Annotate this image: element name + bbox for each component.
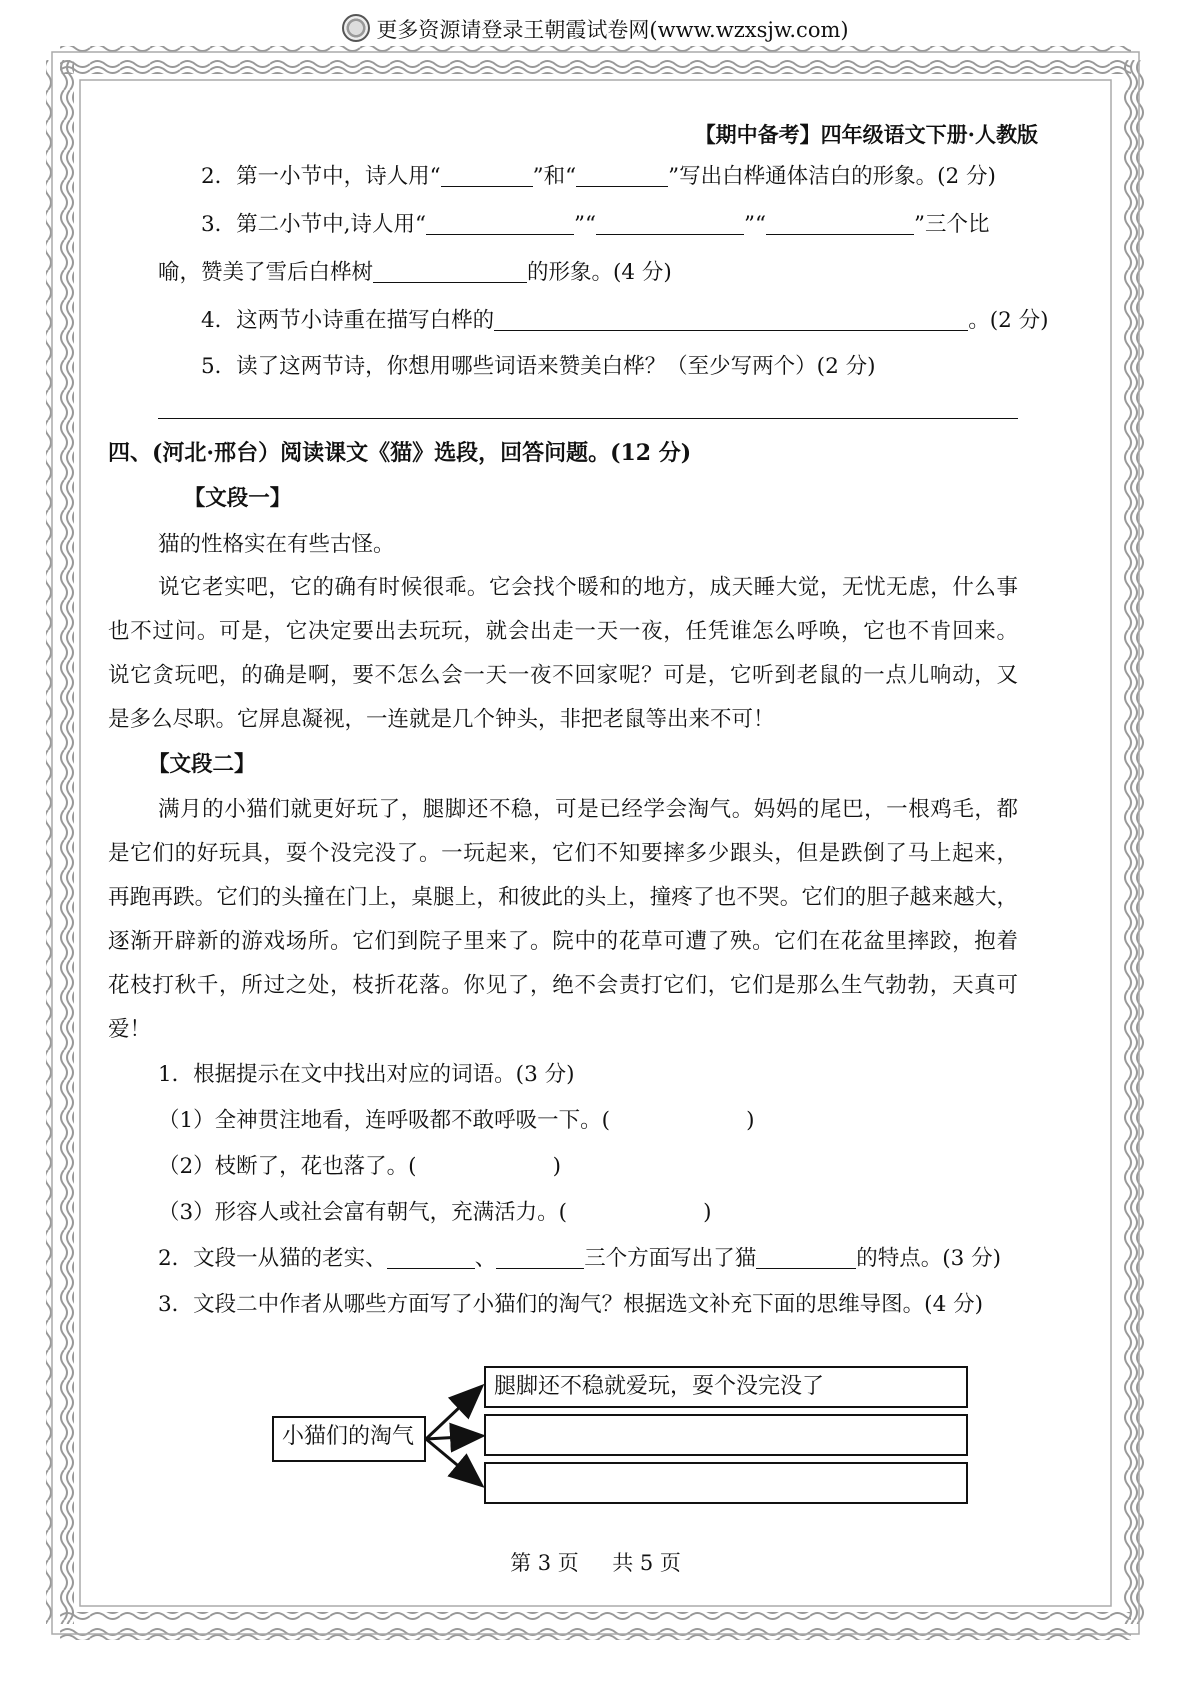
page-number: 第 3 页 xyxy=(510,1551,579,1575)
segment-2-line-6: 爱！ xyxy=(108,1017,152,1042)
q3-sep-1: ”“ xyxy=(574,212,596,237)
segment-2-line-4: 逐渐开辟新的游戏场所。它们到院子里来了。院中的花草可遭了殃。它们在花盆里摔跤，抱着 xyxy=(108,929,1018,954)
site-logo-icon xyxy=(342,14,370,42)
mind-map-branch-3[interactable] xyxy=(484,1462,968,1504)
subq-2-text-2: 、 xyxy=(474,1246,497,1271)
q3-line2-end: 的形象。(4 分) xyxy=(527,260,672,285)
question-5: 5．读了这两节诗，你想用哪些词语来赞美白桦？（至少写两个）(2 分) xyxy=(201,354,876,379)
question-4 xyxy=(158,306,1048,336)
page-footer xyxy=(0,1547,1191,1577)
subq-1-item-2 xyxy=(158,1152,561,1182)
subq-1-item-3-text: （3）形容人或社会富有朝气，充满活力。( xyxy=(158,1200,568,1225)
subq-2-text-4: 的特点。(3 分) xyxy=(856,1246,1002,1271)
q3-blank-1[interactable] xyxy=(426,210,574,235)
q4-text-before: 4．这两节小诗重在描写白桦的 xyxy=(201,308,495,333)
q2-text-after: ”写出白桦通体洁白的形象。(2 分) xyxy=(668,164,996,189)
q3-blank-3[interactable] xyxy=(766,210,914,235)
q4-text-after: 。(2 分) xyxy=(968,308,1049,333)
q2-text-mid: ”和“ xyxy=(532,164,577,189)
subq-1-item-1-text: （1）全神贯注地看，连呼吸都不敢呼吸一下。( xyxy=(158,1108,611,1133)
subq-2-blank-1[interactable] xyxy=(387,1244,475,1269)
subq-2 xyxy=(158,1244,1001,1274)
q5-answer-line[interactable] xyxy=(158,390,1018,419)
segment-2-label: 【文段二】 xyxy=(148,752,256,777)
q3-text-start: 3．第二小节中,诗人用“ xyxy=(201,212,427,237)
segment-1-label: 【文段一】 xyxy=(183,486,292,511)
subq-1-item-1-close: ) xyxy=(746,1108,755,1133)
subq-2-text-3: 三个方面写出了猫 xyxy=(584,1246,757,1271)
mind-map-arrows xyxy=(0,0,1,1)
segment-1-line-2: 说它老实吧，它的确有时候很乖。它会找个暖和的地方，成天睡大觉，无忧无虑，什么事 xyxy=(158,575,1018,600)
subq-2-blank-2[interactable] xyxy=(496,1244,584,1269)
segment-1-line-4: 说它贪玩吧，的确是啊，要不怎么会一天一夜不回家呢？可是，它听到老鼠的一点儿响动，又 xyxy=(108,663,1018,688)
subq-1-item-2-close: ) xyxy=(552,1154,561,1179)
subq-1-item-3 xyxy=(158,1198,711,1228)
subq-1-item-2-text: （2）枝断了，花也落了。( xyxy=(158,1154,417,1179)
site-banner xyxy=(0,14,1191,44)
q2-blank-2[interactable] xyxy=(576,162,668,187)
segment-2-line-1: 满月的小猫们就更好玩了，腿脚还不稳，可是已经学会淘气。妈妈的尾巴，一根鸡毛，都 xyxy=(158,797,1018,822)
q3-blank-4[interactable] xyxy=(373,258,527,283)
subq-3-title: 3．文段二中作者从哪些方面写了小猫们的淘气？根据选文补充下面的思维导图。(4 分) xyxy=(158,1292,983,1317)
page-total: 共 5 页 xyxy=(612,1551,681,1575)
site-banner-text: 更多资源请登录王朝霞试卷网(www.wzxsjw.com) xyxy=(376,18,849,42)
q3-blank-2[interactable] xyxy=(596,210,744,235)
q2-text-before: 2．第一小节中，诗人用“ xyxy=(201,164,441,189)
segment-1-line-1: 猫的性格实在有些古怪。 xyxy=(158,532,395,557)
question-2 xyxy=(158,162,996,192)
q3-line2-start: 喻，赞美了雪后白桦树 xyxy=(158,260,374,285)
segment-2-line-5: 花枝打秋千，所过之处，枝折花落。你见了，绝不会责打它们，它们是那么生气勃勃，天真可 xyxy=(108,973,1018,998)
subq-1-item-1 xyxy=(158,1106,754,1136)
subq-1-item-3-close: ) xyxy=(703,1200,712,1225)
subq-1-title: 1．根据提示在文中找出对应的词语。(3 分) xyxy=(158,1062,575,1087)
segment-2-line-3: 再跑再跌。它们的头撞在门上，桌腿上，和彼此的头上，撞疼了也不哭。它们的胆子越来越大， xyxy=(108,885,1018,910)
mind-map-root: 小猫们的淘气 xyxy=(272,1416,426,1462)
exam-label: 【期中备考】四年级语文下册·人教版 xyxy=(694,122,1038,147)
q3-sep-2: ”“ xyxy=(744,212,766,237)
q4-blank[interactable] xyxy=(494,306,968,331)
subq-2-text-1: 2．文段一从猫的老实、 xyxy=(158,1246,387,1271)
segment-1-line-5: 是多么尽职。它屏息凝视，一连就是几个钟头，非把老鼠等出来不可！ xyxy=(108,707,775,732)
q2-blank-1[interactable] xyxy=(441,162,533,187)
subq-2-blank-3[interactable] xyxy=(756,1244,856,1269)
segment-2-line-2: 是它们的好玩具，耍个没完没了。一玩起来，它们不知要摔多少跟头，但是跌倒了马上起来， xyxy=(108,841,1018,866)
mind-map-branch-2[interactable] xyxy=(484,1414,968,1456)
mind-map-branch-1: 腿脚还不稳就爱玩，耍个没完没了 xyxy=(484,1366,968,1408)
question-3-line-2 xyxy=(158,258,672,288)
q3-text-end: ”三个比 xyxy=(913,212,990,237)
section-4-title: 四、(河北·邢台）阅读课文《猫》选段，回答问题。(12 分) xyxy=(108,440,692,466)
segment-1-line-3: 也不过问。可是，它决定要出去玩玩，就会出走一天一夜，任凭谁怎么呼唤，它也不肯回来。 xyxy=(108,619,1018,644)
question-3-line-1 xyxy=(158,210,989,240)
